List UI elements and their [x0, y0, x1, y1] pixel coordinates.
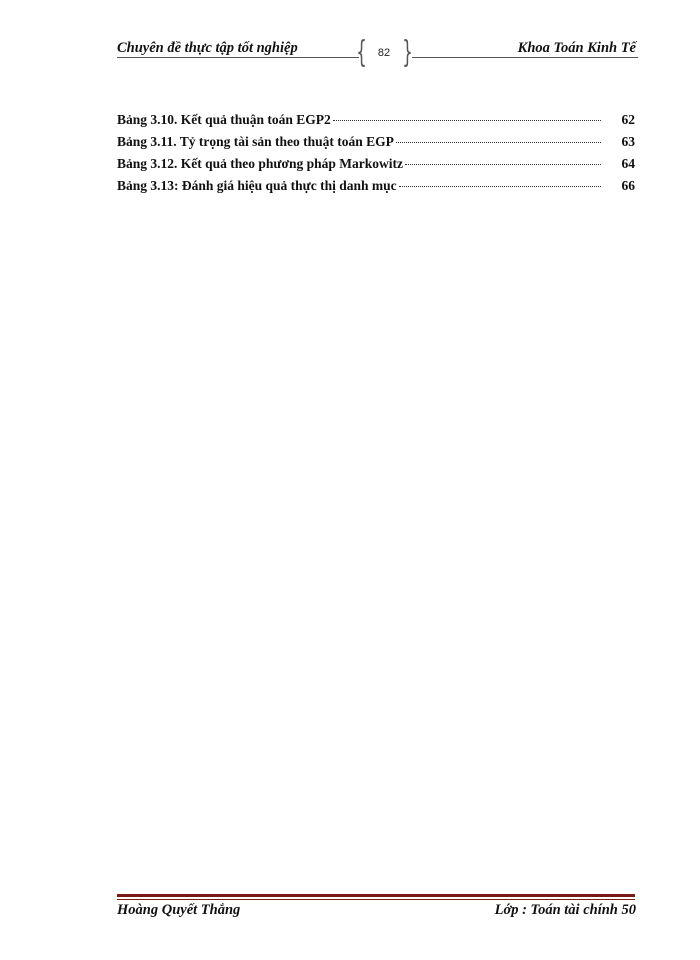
toc-entry-label: Bảng 3.12. Kết quả theo phương pháp Markowitz — [117, 156, 403, 171]
toc-dot-leader — [333, 120, 601, 121]
toc-dot-leader — [396, 142, 601, 143]
toc-entry[interactable] — [117, 112, 635, 134]
toc-entry-label: Bảng 3.10. Kết quả thuận toán EGP2 — [117, 112, 331, 127]
toc-entry-page: 62 — [621, 112, 635, 127]
toc-entry-page: 64 — [621, 156, 635, 171]
header-title-right: Khoa Toán Kinh Tế — [517, 40, 636, 56]
toc-entry-page: 66 — [621, 178, 635, 193]
footer-rule-thin — [117, 899, 635, 900]
toc-entry[interactable] — [117, 156, 635, 178]
toc-entry-label: Bảng 3.11. Tỷ trọng tài sản theo thuật toán EGP — [117, 134, 394, 149]
table-list — [117, 112, 635, 200]
footer-author: Hoàng Quyết Thắng — [117, 902, 241, 918]
toc-dot-leader — [405, 164, 601, 165]
page-number: 82 — [377, 47, 391, 59]
toc-entry[interactable] — [117, 134, 635, 156]
left-brace-icon: { — [356, 35, 367, 70]
footer-class: Lớp : Toán tài chính 50 — [494, 902, 636, 918]
toc-entry[interactable] — [117, 178, 635, 200]
toc-entry-label: Bảng 3.13: Đánh giá hiệu quả thực thị danh mục — [117, 178, 397, 193]
header-rule-left — [117, 57, 359, 58]
page-header — [0, 0, 700, 80]
toc-entry-page: 63 — [621, 134, 635, 149]
toc-dot-leader — [399, 186, 601, 187]
header-title-left: Chuyên đề thực tập tốt nghiệp — [117, 40, 298, 56]
right-brace-icon: } — [402, 35, 413, 70]
header-rule-right — [412, 57, 638, 58]
footer-rule-thick — [117, 894, 635, 897]
